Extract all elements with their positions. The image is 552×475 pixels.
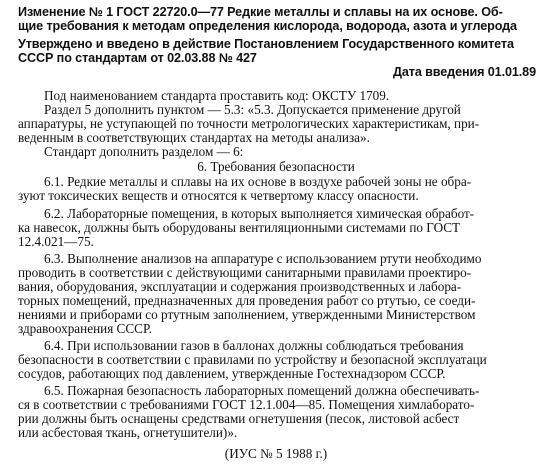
para-6-2-line-2: ка навесок, должны быть оборудованы вентиляционными системами по ГОСТ	[18, 220, 461, 235]
footer-source-note: (ИУС № 5 1988 г.)	[224, 446, 328, 461]
para-6-1-line-1: 6.1. Редкие металлы и сплавы на их основе в воздухе рабочей зоны не обра-	[44, 174, 472, 189]
intro-line-3: аппаратуры, не уступающей по точности метрологических характеристикам, при-	[18, 116, 480, 131]
intro-line-5: Стандарт дополнить разделом — 6:	[44, 144, 244, 159]
para-6-5-line-2: ся в соответствии с требованиями ГОСТ 12.1.004—85. Помещения химлаборато-	[18, 397, 475, 412]
header-line-4: СССР по стандартам от 02.03.88 № 427	[18, 51, 257, 65]
header-line-1: Изменение № 1 ГОСТ 22720.0—77 Редкие металлы и сплавы на их основе. Об-	[18, 5, 503, 19]
para-6-1-line-2: зуют токсических веществ и относятся к четвертому классу опасности.	[18, 188, 419, 203]
para-6-3-line-3: вания, оборудования, эксплуатации и содержания производственных и лабора-	[18, 279, 462, 294]
effective-date: Дата введения 01.01.89	[393, 65, 536, 79]
para-6-3-line-6: здравоохранения СССР.	[18, 321, 152, 336]
para-6-5-line-4: или асбестовая ткань, огнетушители)».	[18, 425, 238, 440]
header-line-3: Утверждено и введено в действие Постановлением Государственного комитета	[18, 37, 514, 51]
para-6-5-line-1: 6.5. Пожарная безопасность лабораторных помещений должна обеспечивать-	[44, 383, 480, 398]
intro-line-4: веденным в соответствующих стандартах на методы анализа».	[18, 130, 370, 145]
intro-line-2: Раздел 5 дополнить пунктом — 5.3: «5.3. Допускается применение другой	[44, 102, 461, 117]
para-6-2-line-3: 12.4.021—75.	[18, 234, 94, 249]
para-6-2-line-1: 6.2. Лабораторные помещения, в которых выполняется химическая обработ-	[44, 206, 475, 221]
para-6-3-line-2: проводить в соответствии с действующими санитарными правилами проектиро-	[18, 265, 472, 280]
para-6-3-line-5: нениями и приборами со ртутным заполнением, утвержденными Министерством	[18, 307, 476, 322]
para-6-4-line-3: сосудов, работающих под давлением, утвержденные Гостехнадзором СССР.	[18, 366, 446, 381]
para-6-5-line-3: рии должны быть оснащены средствами огнетушения (песок, листовой асбест	[18, 411, 460, 426]
section-title: 6. Требования безопасности	[197, 159, 355, 174]
header-line-2: щие требования к методам определения кислорода, водорода, азота и углерода	[18, 19, 517, 33]
para-6-4-line-2: безопасности в соответствии с правилами по устройству и безопасной эксплуатаци	[18, 352, 487, 367]
para-6-3-line-4: торных помещений, предназначенных для проведения работ со ртутью, се соеди-	[18, 293, 476, 308]
para-6-3-line-1: 6.3. Выполнение анализов на аппаратуре с использованием ртути необходимо	[44, 251, 482, 266]
para-6-4-line-1: 6.4. При использовании газов в баллонах должны соблюдаться требования	[44, 338, 464, 353]
intro-line-1: Под наименованием стандарта проставить код: ОКСТУ 1709.	[44, 88, 390, 103]
